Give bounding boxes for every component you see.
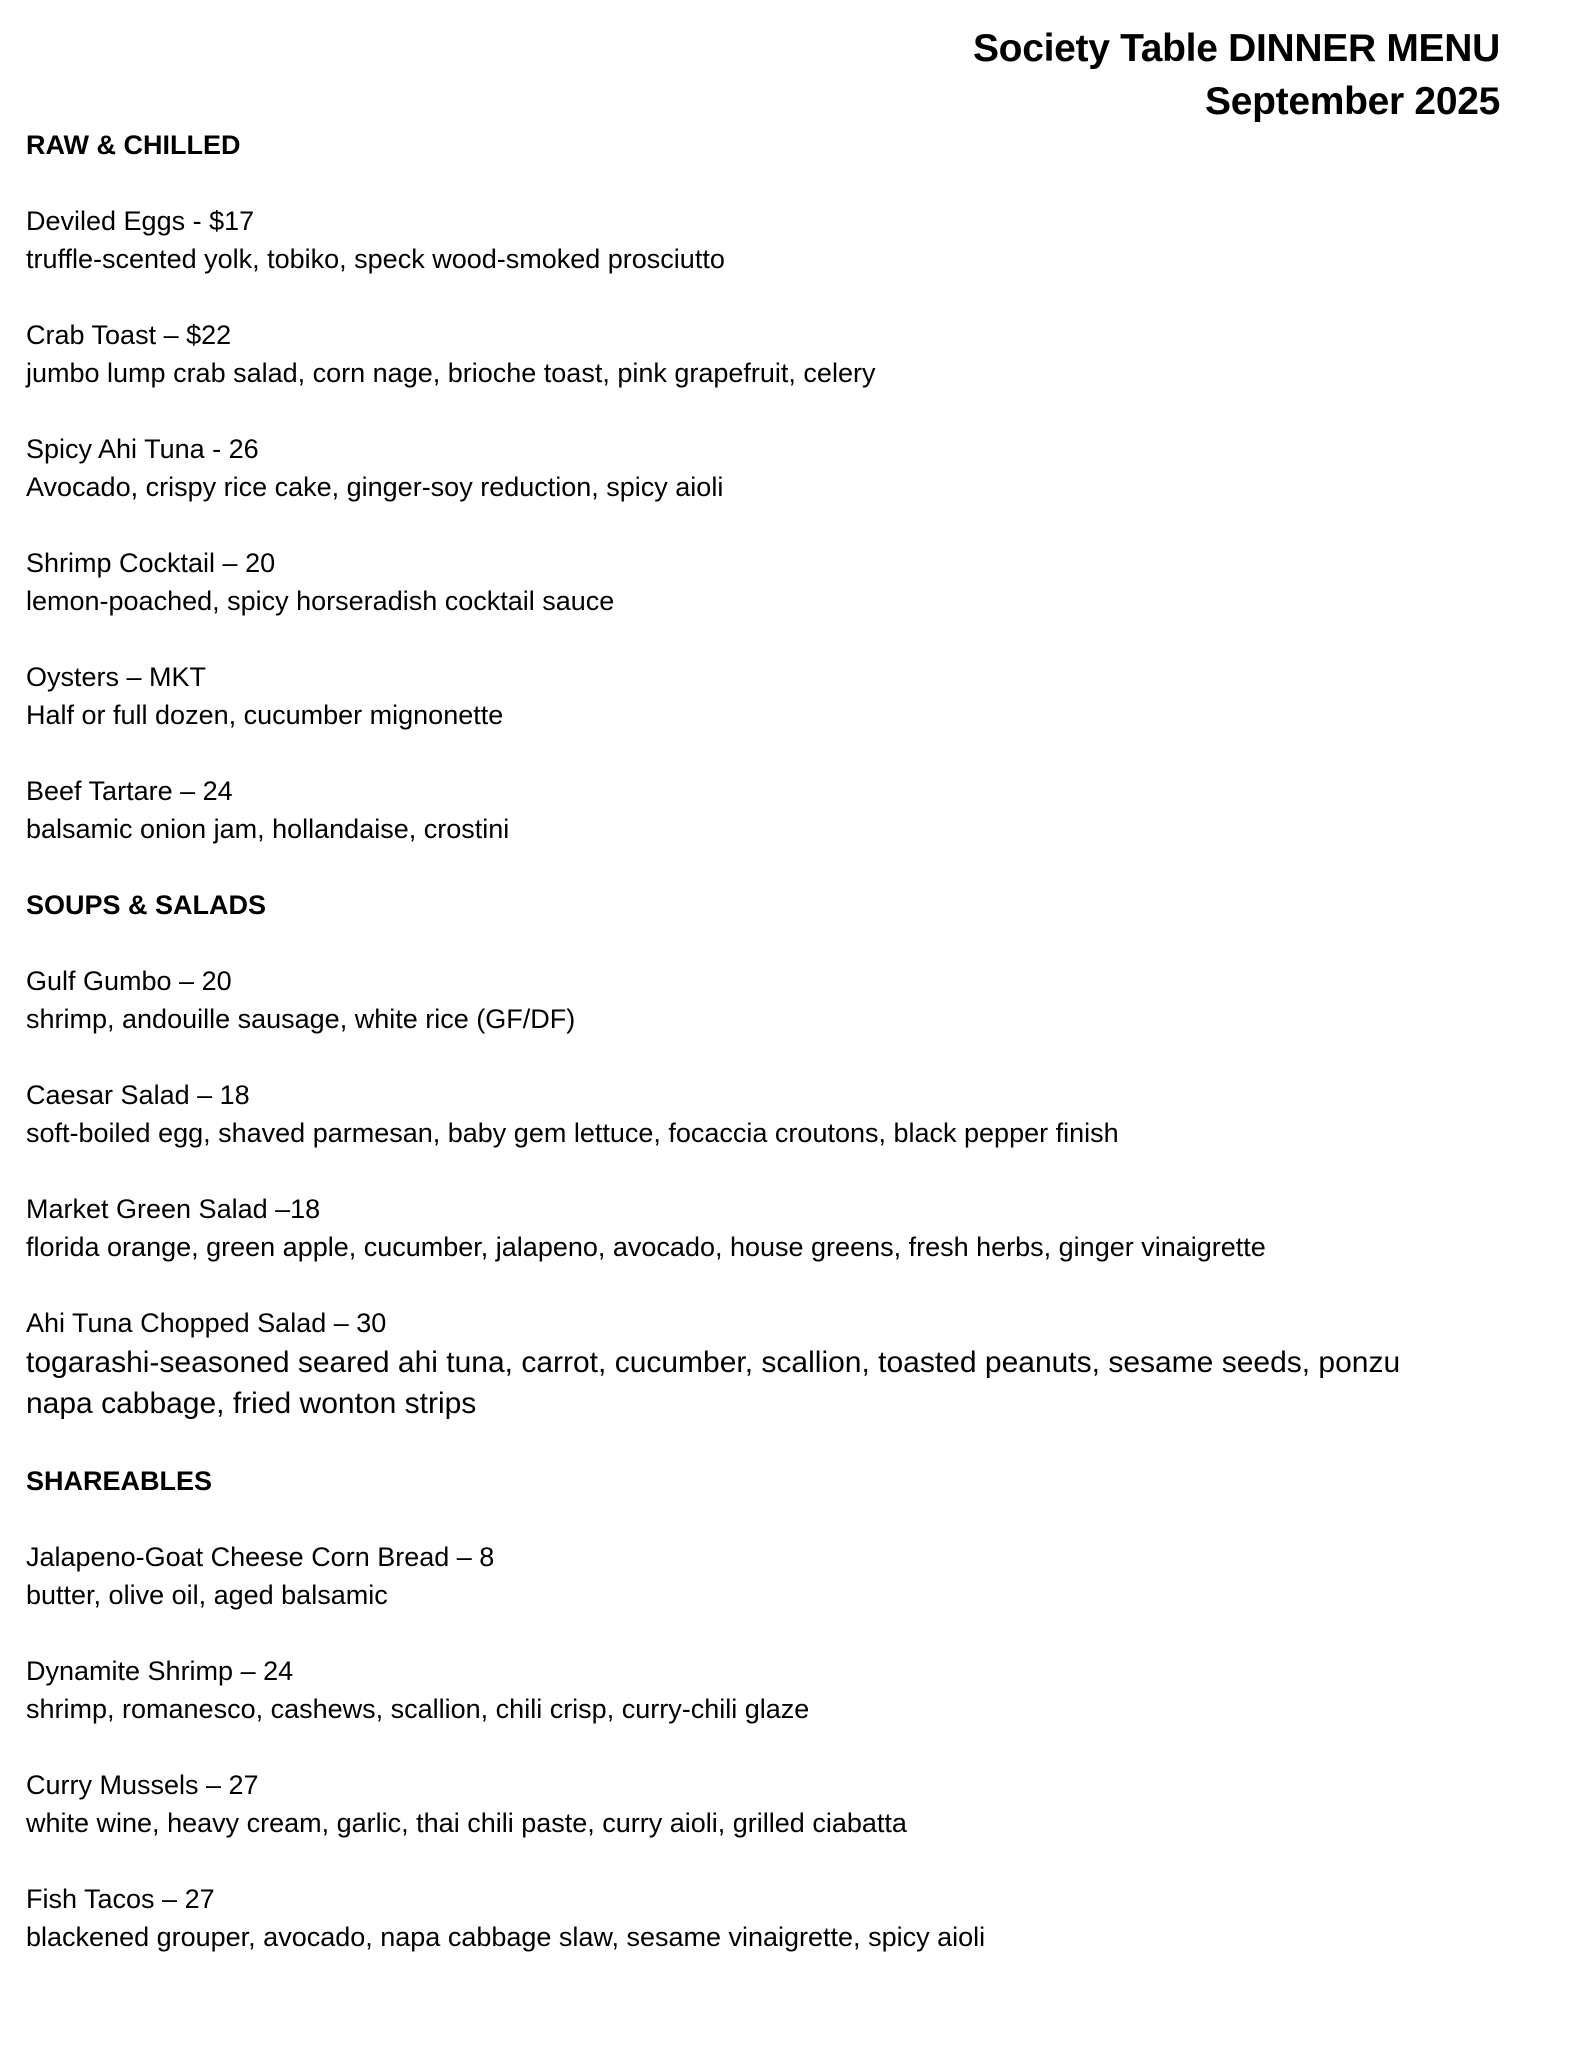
- menu-item: [26, 1190, 1536, 1266]
- section-raw-chilled: [26, 126, 1536, 848]
- item-name: Deviled Eggs - $17: [26, 206, 255, 236]
- section-soups-salads: [26, 886, 1536, 1424]
- item-description: togarashi-seasoned seared ahi tuna, carrot, cucumber, scallion, toasted peanuts, sesame seeds, ponzu napa cabbage, fried wonton strips: [26, 1346, 1401, 1420]
- menu-title: Society Table DINNER MENU: [972, 27, 1500, 70]
- item-description: Avocado, crispy rice cake, ginger-soy reduction, spicy aioli: [26, 472, 724, 502]
- menu-item: [26, 316, 1536, 392]
- item-description: Half or full dozen, cucumber mignonette: [26, 700, 504, 730]
- section-title: SHAREABLES: [26, 1466, 213, 1496]
- menu-item: [26, 202, 1536, 278]
- menu-item: [26, 544, 1536, 620]
- item-description: florida orange, green apple, cucumber, jalapeno, avocado, house greens, fresh herbs, ginger vinaigrette: [26, 1232, 1266, 1262]
- item-name: Crab Toast – $22: [26, 320, 232, 350]
- item-description: jumbo lump crab salad, corn nage, brioche toast, pink grapefruit, celery: [26, 358, 876, 388]
- section-title: SOUPS & SALADS: [26, 890, 267, 920]
- item-name: Market Green Salad –18: [26, 1194, 321, 1224]
- menu-item: [26, 1076, 1536, 1152]
- item-description: shrimp, romanesco, cashews, scallion, chili crisp, curry-chili glaze: [26, 1694, 810, 1724]
- item-name: Jalapeno-Goat Cheese Corn Bread – 8: [26, 1542, 495, 1572]
- item-name: Beef Tartare – 24: [26, 776, 233, 806]
- item-description: balsamic onion jam, hollandaise, crostini: [26, 814, 510, 844]
- menu-item: [26, 962, 1536, 1038]
- menu-item: [26, 1652, 1536, 1728]
- section-title: RAW & CHILLED: [26, 130, 241, 160]
- menu-item: [26, 1304, 1536, 1424]
- menu-item: [26, 658, 1536, 734]
- item-description: butter, olive oil, aged balsamic: [26, 1580, 388, 1610]
- item-name: Ahi Tuna Chopped Salad – 30: [26, 1308, 387, 1338]
- item-description: soft-boiled egg, shaved parmesan, baby gem lettuce, focaccia croutons, black pepper finish: [26, 1118, 1119, 1148]
- item-name: Spicy Ahi Tuna - 26: [26, 434, 259, 464]
- menu-body: [26, 126, 1536, 1956]
- item-description: white wine, heavy cream, garlic, thai chili paste, curry aioli, grilled ciabatta: [26, 1808, 907, 1838]
- item-description: truffle-scented yolk, tobiko, speck wood-smoked prosciutto: [26, 244, 725, 274]
- item-description: lemon-poached, spicy horseradish cocktail sauce: [26, 586, 615, 616]
- menu-item: [26, 1880, 1536, 1956]
- menu-item: [26, 1766, 1536, 1842]
- item-name: Curry Mussels – 27: [26, 1770, 259, 1800]
- item-description: blackened grouper, avocado, napa cabbage slaw, sesame vinaigrette, spicy aioli: [26, 1922, 986, 1952]
- item-name: Shrimp Cocktail – 20: [26, 548, 276, 578]
- menu-item: [26, 772, 1536, 848]
- section-shareables: [26, 1462, 1536, 1956]
- item-name: Gulf Gumbo – 20: [26, 966, 232, 996]
- menu-item: [26, 1538, 1536, 1614]
- menu-item: [26, 430, 1536, 506]
- menu-date: September 2025: [1205, 80, 1500, 123]
- menu-header: [973, 22, 1500, 128]
- item-name: Oysters – MKT: [26, 662, 207, 692]
- item-name: Dynamite Shrimp – 24: [26, 1656, 294, 1686]
- item-name: Caesar Salad – 18: [26, 1080, 250, 1110]
- item-name: Fish Tacos – 27: [26, 1884, 215, 1914]
- item-description: shrimp, andouille sausage, white rice (GF/DF): [26, 1004, 576, 1034]
